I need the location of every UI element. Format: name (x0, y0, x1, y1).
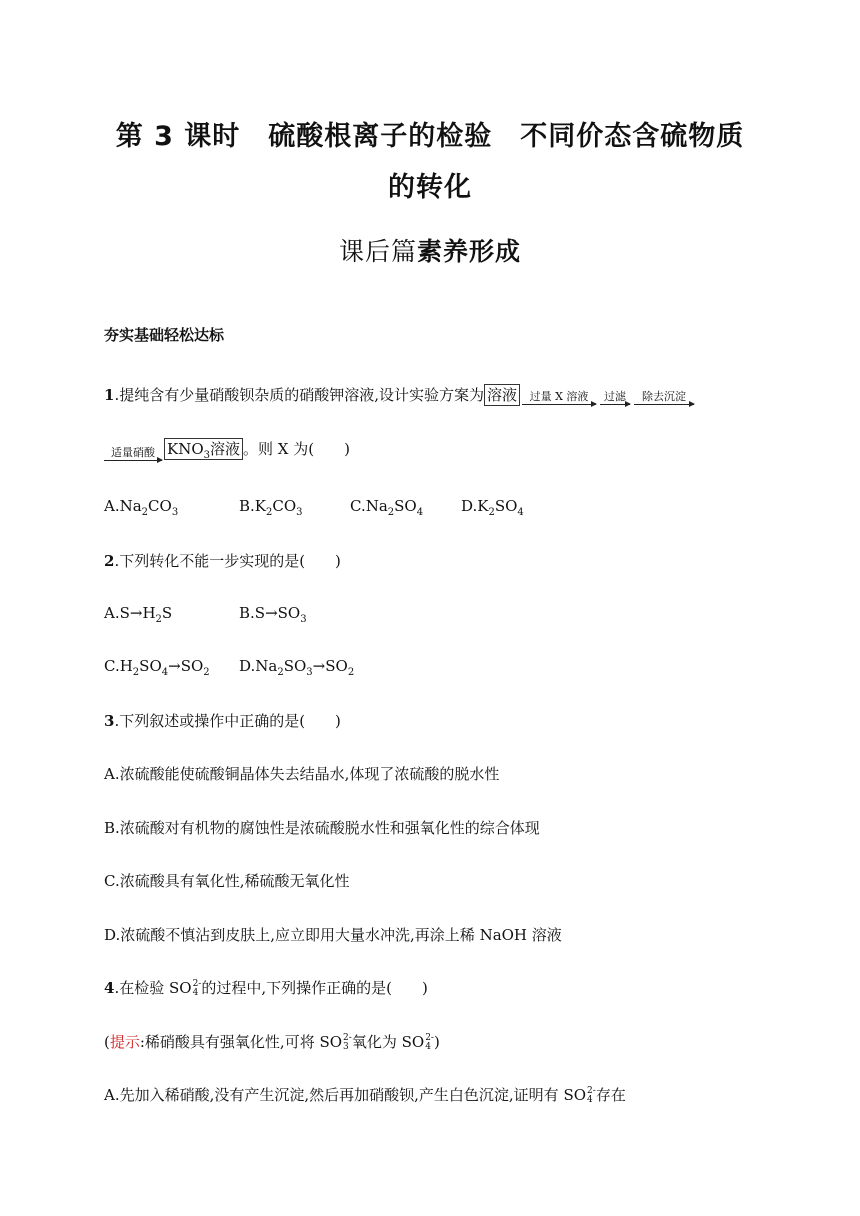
opt-sub: 2 (203, 667, 210, 678)
arrow-remove-precipitate (634, 390, 694, 405)
opt-sub: 4 (161, 667, 169, 678)
opt-text: 存在 (595, 1086, 626, 1104)
hint-label: 提示 (109, 1033, 140, 1051)
hint-text: :稀硝酸具有强氧化性,可将 (139, 1033, 320, 1051)
opt-sub: 2 (132, 667, 140, 678)
q3-option-c: C.浓硫酸具有氧化性,稀硫酸无氧化性 (104, 872, 350, 890)
opt-sub: 4 (517, 507, 524, 518)
opt-text: D.K (461, 497, 489, 515)
q3-option-b: B.浓硫酸对有机物的腐蚀性是浓硫酸脱水性和强氧化性的综合体现 (104, 819, 540, 837)
opt-text: →SO (168, 657, 204, 675)
arrow-nitric-acid (104, 446, 162, 461)
formula-part: KNO (167, 440, 204, 458)
opt-sub: 3 (300, 614, 307, 625)
ion-base: SO (401, 1033, 425, 1051)
opt-sub: 3 (171, 507, 179, 518)
arrow-icon (522, 404, 596, 405)
opt-text: CO (148, 497, 172, 515)
ion-base: SO (168, 979, 192, 997)
opt-text: SO (394, 497, 417, 515)
opt-sub: 2 (277, 667, 284, 678)
question-2 (104, 550, 341, 571)
arrow-excess-x (522, 390, 596, 405)
q1-option-a (104, 497, 178, 518)
subsection-title: 夯实基础轻松达标 (104, 326, 225, 344)
arrow-label: 过滤 (604, 390, 626, 403)
q3-option-a: A.浓硫酸能使硫酸铜晶体失去结晶水,体现了浓硫酸的脱水性 (104, 765, 500, 783)
opt-sub: 4 (416, 507, 424, 518)
ion-sub: 4 (425, 1042, 431, 1052)
q4-option-a (104, 1084, 626, 1105)
q2-option-b (239, 604, 307, 625)
q4-text: 的过程中,下列操作正确的是( ) (201, 979, 428, 997)
opt-text: A.Na (104, 497, 142, 515)
arrow-icon (600, 404, 630, 405)
ion-charge: 2- (192, 979, 202, 989)
opt-text: B.S→SO (239, 604, 301, 622)
opt-sub: 3 (306, 667, 313, 678)
q1-box-solution: 溶液 (484, 384, 520, 406)
lesson-title-line1: 第 3 课时 硫酸根离子的检验 不同价态含硫物质 (115, 121, 745, 152)
formula-sub: 3 (203, 450, 211, 461)
q4-text: .在检验 (114, 979, 169, 997)
opt-sub: 2 (141, 507, 149, 518)
opt-text: A.S→H (104, 604, 156, 622)
opt-sub: 2 (488, 507, 495, 518)
q3-option-d: D.浓硫酸不慎沾到皮肤上,应立即用大量水冲洗,再涂上稀 NaOH 溶液 (104, 926, 562, 944)
q3-text: .下列叙述或操作中正确的是( ) (114, 712, 341, 730)
ion-sulfate (402, 1033, 434, 1052)
section-heading (0, 232, 860, 268)
question-3 (104, 710, 341, 731)
opt-text: →SO (312, 657, 348, 675)
hint-paren: ( (104, 1033, 110, 1051)
opt-text: SO (283, 657, 307, 675)
ion-charge: 2- (343, 1033, 352, 1043)
heading-bold: 素养形成 (417, 237, 522, 266)
opt-sub: 2 (387, 507, 395, 518)
q1-box-kno3 (164, 438, 243, 460)
arrow-label: 除去沉淀 (642, 390, 686, 403)
arrow-label: 适量硝酸 (111, 446, 155, 459)
q2-number: 2 (104, 552, 115, 570)
q2-option-a (104, 604, 172, 625)
lesson-title-line2: 的转化 (388, 172, 472, 203)
ion-base: SO (319, 1033, 343, 1051)
q2-option-c (104, 657, 210, 678)
ion-sulfite (319, 1033, 351, 1052)
opt-sub: 3 (296, 507, 303, 518)
ion-sulfate (169, 979, 201, 998)
heading-light: 课后篇 (338, 237, 417, 266)
opt-text: A.先加入稀硝酸,没有产生沉淀,然后再加硝酸钡,产生白色沉淀,证明有 (104, 1086, 564, 1104)
q4-hint (104, 1031, 440, 1052)
ion-base: SO (563, 1086, 587, 1104)
question-1-cont (104, 438, 350, 461)
opt-text: SO (139, 657, 162, 675)
opt-text: B.K (239, 497, 266, 515)
opt-text: C.Na (350, 497, 388, 515)
q1-number: 1 (104, 386, 115, 404)
q4-number: 4 (104, 979, 115, 997)
opt-sub: 2 (266, 507, 273, 518)
q1-option-c (350, 497, 423, 518)
hint-text: 氧化为 (351, 1033, 402, 1051)
q1-option-b (239, 497, 303, 518)
ion-sub: 3 (343, 1042, 349, 1052)
opt-sub: 2 (347, 667, 355, 678)
opt-sub: 2 (155, 614, 162, 625)
question-1 (104, 384, 696, 405)
q1-option-d (461, 497, 524, 518)
arrow-icon (634, 404, 694, 405)
q2-text: .下列转化不能一步实现的是( ) (114, 552, 341, 570)
arrow-filter (600, 390, 630, 405)
q1-tail: 。则 X 为( ) (243, 440, 350, 458)
opt-text: S (161, 604, 173, 622)
q3-number: 3 (104, 712, 115, 730)
opt-text: C.H (104, 657, 133, 675)
hint-paren: ) (433, 1033, 440, 1051)
ion-sulfate (563, 1086, 595, 1105)
opt-text: SO (494, 497, 518, 515)
q1-text: .提纯含有少量硝酸钡杂质的硝酸钾溶液,设计实验方案为 (114, 386, 484, 404)
formula-part: 溶液 (210, 440, 241, 458)
ion-charge: 2- (425, 1033, 434, 1043)
arrow-label: 过量 X 溶液 (529, 390, 589, 403)
q2-option-d (239, 657, 354, 678)
ion-charge: 2- (587, 1086, 596, 1096)
question-4 (104, 977, 428, 998)
arrow-icon (104, 460, 162, 461)
ion-sub: 4 (192, 988, 199, 998)
ion-sub: 4 (587, 1095, 593, 1105)
opt-text: D.Na (239, 657, 278, 675)
opt-text: CO (272, 497, 297, 515)
